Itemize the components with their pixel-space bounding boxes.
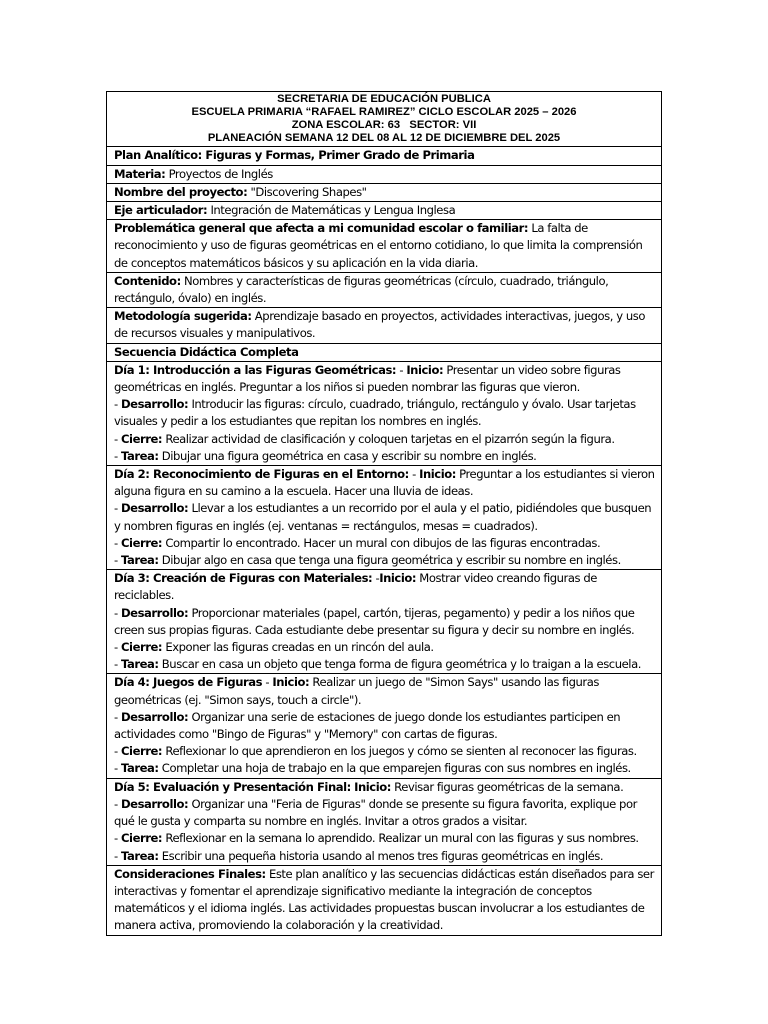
dia-3-desarrollo-label: Desarrollo: [120, 605, 189, 620]
dia-2-cierre: Compartir lo encontrado. Hacer un mural con dibujos de las figuras encontradas. [162, 535, 601, 550]
header-line-secretaria: SECRETARIA DE EDUCACIÓN PUBLICA [277, 93, 491, 105]
dia-3-desarrollo: Proporcionar materiales (papel, cartón, tijeras, pegamento) y pedir a los niños que creen sus propias figuras. Cada estudiante debe presentar su figura y decir su nombre en inglés. [114, 605, 635, 637]
dia-1-tarea-label: Tarea: [120, 448, 159, 463]
dia-5-cierre-label: Cierre: [120, 831, 163, 846]
dia-4-desarrollo: Organizar una serie de estaciones de juego donde los estudiantes participen en actividades como "Bingo de Figuras" y "Memory" con cartas de figuras. [114, 709, 621, 742]
dia-4-inicio-line: Día 4: Juegos de Figuras - Inicio: Realizar un juego de "Simon Says" usando las figuras geométricas (ej. "Simon says, touch a circle"). [114, 675, 599, 707]
dia-5-tarea-line: - Tarea: Escribir una pequeña historia usando al menos tres figuras geométricas en inglés. [114, 848, 604, 863]
dia-5-row [107, 779, 661, 866]
dia-1-tarea-line: - Tarea: Dibujar una figura geométrica en casa y escribir su nombre en inglés. [114, 448, 537, 463]
eje-value: Integración de Matemáticas y Lengua Inglesa [207, 202, 456, 217]
dia-2-cierre-label: Cierre: [120, 535, 163, 550]
eje-label: Eje articulador: [114, 202, 208, 217]
dia-5-cierre: Reflexionar en la semana lo aprendido. Realizar un mural con las figuras y sus nombres. [162, 831, 639, 846]
dia-3-title: Día 3: Creación de Figuras con Materiales: [114, 571, 373, 586]
document-header [107, 92, 661, 147]
materia-value: Proyectos de Inglés [165, 166, 273, 181]
dia-1-inicio-line: Día 1: Introducción a las Figuras Geométricas: - Inicio: Presentar un video sobre figuras geométricas en inglés. Preguntar a los niños si pueden nombrar las figuras que vieron. [114, 362, 621, 395]
dia-1-cierre: Realizar actividad de clasificación y coloquen tarjetas en el pizarrón según la figura. [162, 431, 615, 446]
consideraciones-value: Este plan analítico y las secuencias didácticas están diseñados para ser interactivas y fomentar el aprendizaje significativo mediante la integración de conceptos matemáticos y el idioma inglés. Las actividades propuestas buscan involucrar a los estudiantes de manera activa, promoviendo la colaboración y la creatividad. [114, 866, 654, 933]
dia-5-desarrollo: Organizar una "Feria de Figuras" donde se presente su figura favorita, explique por qué le gusta y comparta su nombre en inglés. Invitar a otros grados a visitar. [114, 796, 637, 829]
dia-5-inicio-line [114, 779, 658, 796]
dia-2-inicio-label: Inicio: [419, 467, 456, 482]
dia-2-desarrollo-line: - Desarrollo: Llevar a los estudiantes a un recorrido por el aula y el patio, pidiéndoles que busquen y nombren figuras en inglés (ej. ventanas = rectángulos, mesas = cuadrados). [114, 501, 652, 533]
dia-5-inicio: Revisar figuras geométricas de la semana. [390, 779, 624, 794]
secuencia-label: Secuencia Didáctica Completa [114, 344, 299, 359]
contenido-row [107, 273, 661, 308]
dia-2-tarea-line: - Tarea: Dibujar algo en casa que tenga una figura geométrica y escribir su nombre en inglés. [114, 553, 621, 568]
dia-1-desarrollo: Introducir las figuras: círculo, cuadrado, triángulo, rectángulo y óvalo. Usar tarjetas visuales y pedir a los estudiantes que repitan los nombres en inglés. [114, 397, 636, 429]
eje-row [107, 202, 661, 220]
metodologia-label: Metodología sugerida: [114, 309, 252, 324]
dia-3-desarrollo-line: - Desarrollo: Proporcionar materiales (papel, cartón, tijeras, pegamento) y pedir a los niños que creen sus propias figuras. Cada estudiante debe presentar su figura y decir su nombre en inglés. [114, 605, 635, 637]
secuencia-row [107, 344, 661, 362]
dia-1-inicio-label: Inicio: [406, 362, 444, 377]
dia-5-inicio-label: Inicio: [354, 779, 391, 794]
dia-4-row [107, 674, 661, 778]
dia-3-cierre-label: Cierre: [120, 640, 163, 655]
dia-4-desarrollo-line: - Desarrollo: Organizar una serie de estaciones de juego donde los estudiantes participen en actividades como "Bingo de Figuras" y "Memory" con cartas de figuras. [114, 709, 621, 742]
dia-4-title: Día 4: Juegos de Figuras [114, 675, 263, 690]
dia-3-inicio: Mostrar video creando figuras de reciclables. [114, 571, 597, 603]
dia-3-inicio-label: Inicio: [379, 571, 417, 586]
dia-2-title: Día 2: Reconocimiento de Figuras en el Entorno: [114, 467, 409, 482]
materia-row [107, 166, 661, 184]
proyecto-value: "Discovering Shapes" [247, 184, 367, 199]
contenido-label: Contenido: [114, 273, 181, 288]
header-line-zona: ZONA ESCOLAR: 63 SECTOR: VII [291, 119, 477, 132]
dia-2-inicio: Preguntar a los estudiantes si vieron alguna figura en su camino a la escuela. Hacer una lluvia de ideas. [114, 467, 655, 499]
dia-5-desarrollo-label: Desarrollo: [120, 796, 189, 811]
consideraciones-row [107, 866, 661, 935]
dia-2-tarea: Dibujar algo en casa que tenga una figura geométrica y escribir su nombre en inglés. [158, 553, 621, 568]
dia-2-cierre-line: - Cierre: Compartir lo encontrado. Hacer un mural con dibujos de las figuras encontradas. [114, 535, 601, 550]
contenido-value: Nombres y características de figuras geométricas (círculo, cuadrado, triángulo, rectángulo, óvalo) en inglés. [114, 273, 609, 305]
proyecto-row [107, 184, 661, 202]
header-line-escuela: ESCUELA PRIMARIA “RAFAEL RAMIREZ” CICLO ESCOLAR 2025 – 2026 [191, 106, 577, 119]
dia-1-cierre-line: - Cierre: Realizar actividad de clasificación y coloquen tarjetas en el pizarrón según la figura. [114, 431, 615, 446]
dia-3-tarea: Buscar en casa un objeto que tenga forma de figura geométrica y lo traigan a la escuela. [158, 657, 641, 672]
header-line-planeacion: PLANEACIÓN SEMANA 12 DEL 08 AL 12 DE DICIEMBRE DEL 2025 [207, 132, 561, 145]
plan-analitico-label: Plan Analítico: Figuras y Formas, Primer Grado de Primaria [114, 148, 475, 163]
dia-2-row [107, 466, 661, 570]
dia-1-inicio: Presentar un video sobre figuras geométricas en inglés. Preguntar a los niños si pueden nombrar las figuras que vieron. [114, 362, 621, 395]
problematica-value: La falta de reconocimiento y uso de figuras geométricas en el entorno cotidiano, lo que limita la comprensión de conceptos matemáticos básicos y su aplicación en la vida diaria. [114, 221, 643, 270]
planeacion-document [106, 91, 662, 936]
dia-2-inicio-line: Día 2: Reconocimiento de Figuras en el Entorno: - Inicio: Preguntar a los estudiantes si vieron alguna figura en su camino a la escuela. Hacer una lluvia de ideas. [114, 467, 655, 499]
dia-3-cierre: Exponer las figuras creadas en un rincón del aula. [162, 640, 434, 655]
dia-3-row [107, 570, 661, 674]
dia-1-tarea: Dibujar una figura geométrica en casa y escribir su nombre en inglés. [158, 448, 537, 463]
metodologia-value: Aprendizaje basado en proyectos, actividades interactivas, juegos, y uso de recursos visuales y manipulativos. [114, 309, 646, 341]
dia-3-inicio-line: Día 3: Creación de Figuras con Materiales: -Inicio: Mostrar video creando figuras de reciclables. [114, 571, 597, 603]
dia-5-cierre-line: - Cierre: Reflexionar en la semana lo aprendido. Realizar un mural con las figuras y sus nombres. [114, 831, 639, 846]
dia-4-tarea-label: Tarea: [120, 761, 159, 776]
consideraciones-label: Consideraciones Finales: [114, 866, 266, 881]
dia-4-cierre-line: - Cierre: Reflexionar lo que aprendieron en los juegos y cómo se sienten al reconocer las figuras. [114, 744, 637, 759]
dia-5-tarea-label: Tarea: [120, 848, 159, 863]
dia-5-tarea: Escribir una pequeña historia usando al menos tres figuras geométricas en inglés. [158, 848, 604, 863]
dia-4-tarea-line: - Tarea: Completar una hoja de trabajo en la que emparejen figuras con sus nombres en inglés. [114, 761, 631, 776]
proyecto-label: Nombre del proyecto: [114, 184, 248, 199]
dia-5-title: Día 5: Evaluación y Presentación Final: [114, 779, 351, 794]
dia-3-cierre-line: - Cierre: Exponer las figuras creadas en un rincón del aula. [114, 640, 434, 655]
plan-analitico-row [107, 147, 661, 165]
problematica-label: Problemática general que afecta a mi comunidad escolar o familiar: [114, 221, 529, 236]
dia-5-desarrollo-line: - Desarrollo: Organizar una "Feria de Figuras" donde se presente su figura favorita, explique por qué le gusta y comparta su nombre en inglés. Invitar a otros grados a visitar. [114, 796, 637, 829]
problematica-row [107, 220, 661, 273]
dia-2-desarrollo-label: Desarrollo: [120, 501, 189, 516]
dia-4-cierre-label: Cierre: [120, 744, 163, 759]
dia-4-tarea: Completar una hoja de trabajo en la que emparejen figuras con sus nombres en inglés. [158, 761, 631, 776]
dia-4-desarrollo-label: Desarrollo: [120, 709, 189, 724]
dia-1-row [107, 362, 661, 466]
dia-4-inicio-label: Inicio: [272, 675, 310, 690]
dia-1-desarrollo-label: Desarrollo: [120, 397, 189, 412]
dia-1-cierre-label: Cierre: [120, 431, 163, 446]
dia-1-title: Día 1: Introducción a las Figuras Geométricas: [114, 362, 397, 377]
dia-2-tarea-label: Tarea: [120, 553, 159, 568]
dia-2-desarrollo: Llevar a los estudiantes a un recorrido por el aula y el patio, pidiéndoles que busquen y nombren figuras en inglés (ej. ventanas = rectángulos, mesas = cuadrados). [114, 501, 652, 533]
metodologia-row [107, 308, 661, 343]
dia-1-desarrollo-line: - Desarrollo: Introducir las figuras: círculo, cuadrado, triángulo, rectángulo y óvalo. Usar tarjetas visuales y pedir a los estudiantes que repitan los nombres en inglés. [114, 397, 636, 429]
dia-4-cierre: Reflexionar lo que aprendieron en los juegos y cómo se sienten al reconocer las figuras. [162, 744, 637, 759]
dia-4-inicio: Realizar un juego de "Simon Says" usando las figuras geométricas (ej. "Simon says, touch a circle"). [114, 675, 599, 707]
materia-label: Materia: [114, 166, 166, 181]
dia-3-tarea-line: - Tarea: Buscar en casa un objeto que tenga forma de figura geométrica y lo traigan a la escuela. [114, 657, 641, 672]
dia-3-tarea-label: Tarea: [120, 657, 159, 672]
